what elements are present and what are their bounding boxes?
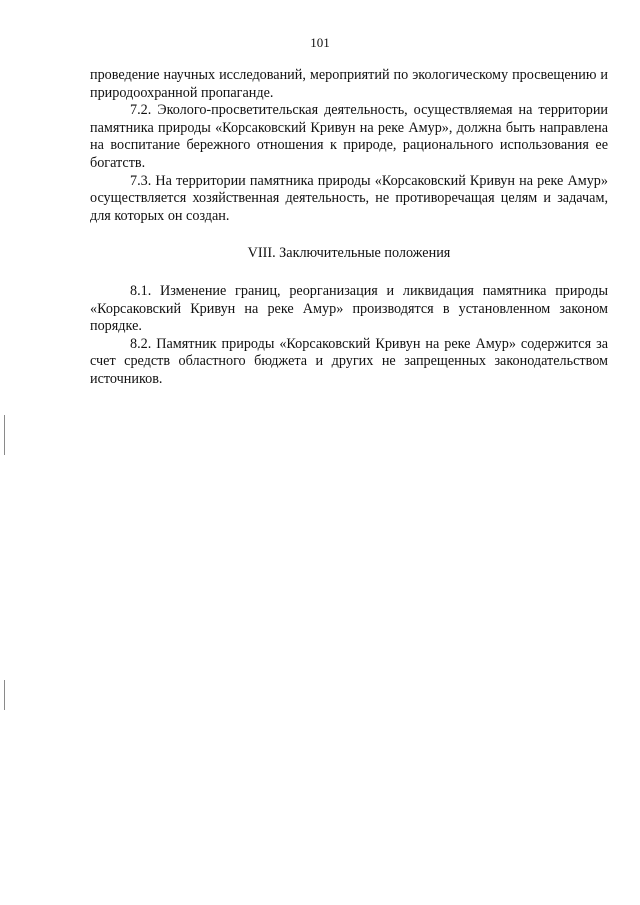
paragraph-continuation: проведение научных исследований, мероприятий по экологическому просвещению и природоохранной пропаганде. [90, 67, 608, 101]
paragraph-8-1: 8.1. Изменение границ, реорганизация и ликвидация памятника природы «Корсаковский Кривун на реке Амур» производятся в установленном законом порядке. [90, 282, 608, 335]
paragraph-7-3: 7.3. На территории памятника природы «Корсаковский Кривун на реке Амур» осуществляется хозяйственная деятельность, не противоречащая целям и задачам, для которых он создан. [90, 172, 608, 224]
paragraph-8-2: 8.2. Памятник природы «Корсаковский Кривун на реке Амур» содержится за счет средств областного бюджета и других не запрещенных законодательством источников. [90, 335, 608, 387]
section-heading: VIII. Заключительные положения [247, 245, 451, 262]
page-number: 101 [310, 35, 330, 50]
scan-edge-mark [4, 680, 5, 710]
scan-edge-mark [4, 415, 5, 455]
document-body [90, 67, 608, 389]
paragraph-7-2: 7.2. Эколого-просветительская деятельность, осуществляемая на территории памятника природы «Корсаковский Кривун на реке Амур», должна быть направлена на воспитание бережного отношения к природе, рационального использования ее богатств. [90, 102, 608, 171]
